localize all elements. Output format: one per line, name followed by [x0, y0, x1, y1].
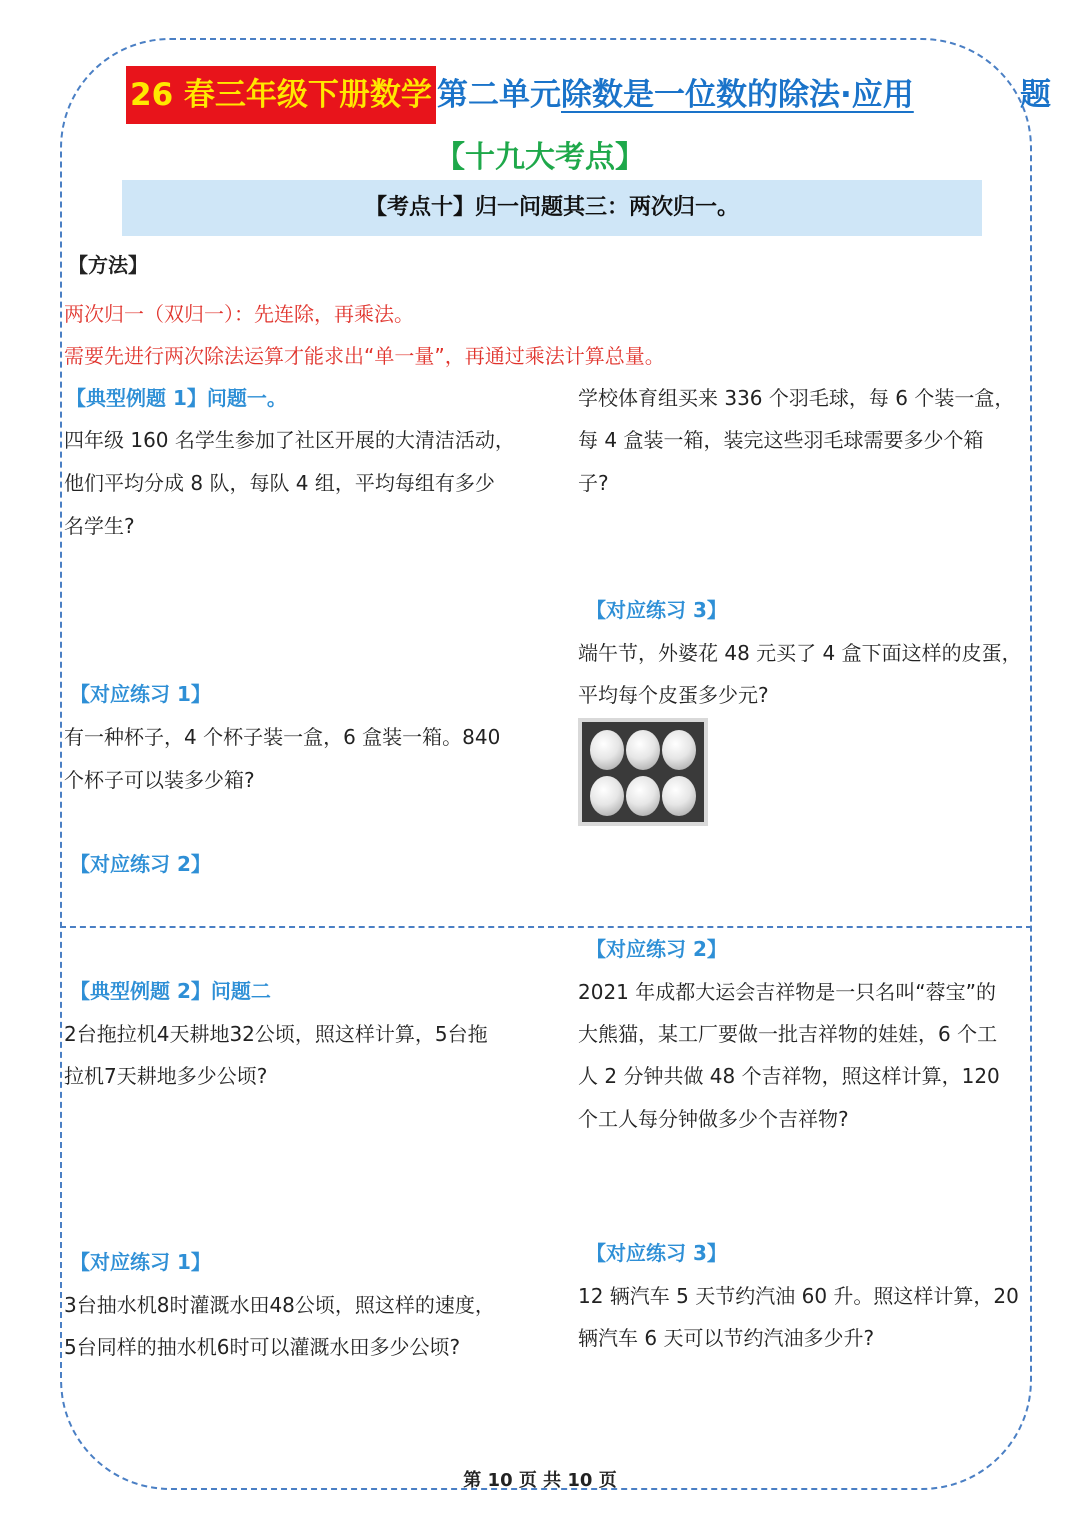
practice-2b-line: 个工人每分钟做多少个吉祥物?: [578, 1107, 849, 1131]
subtitle: 【十九大考点】: [435, 140, 645, 175]
title-unit-number: 第二单元: [437, 77, 561, 113]
egg: [626, 730, 660, 770]
practice-2b-line: 2021 年成都大运会吉祥物是一只名叫“蓉宝”的: [578, 980, 996, 1004]
practice-1-label: 【对应练习 1】: [70, 682, 211, 706]
egg: [590, 730, 624, 770]
egg: [662, 730, 696, 770]
right-problem-line: 子?: [578, 471, 609, 495]
practice-2-label: 【对应练习 2】: [70, 852, 211, 876]
practice-2b-label: 【对应练习 2】: [586, 937, 727, 961]
title-row: [0, 66, 1080, 126]
practice-3b-line: 辆汽车 6 天可以节约汽油多少升?: [578, 1326, 875, 1350]
practice-3-line: 平均每个皮蛋多少元?: [578, 683, 769, 707]
practice-1b-line: 3台抽水机8时灌溉水田48公顷，照这样的速度，: [64, 1293, 495, 1317]
example-1-line: 四年级 160 名学生参加了社区开展的大清洁活动，: [64, 428, 515, 452]
title-unit: [437, 66, 914, 124]
practice-2b-line: 大熊猫，某工厂要做一批吉祥物的娃娃，6 个工: [578, 1022, 998, 1046]
egg-carton-image: [578, 718, 708, 826]
example-2-line: 拉机7天耕地多少公顷?: [64, 1064, 268, 1088]
method-line-2: 需要先进行两次除法运算才能求出“单一量”，再通过乘法计算总量。: [64, 344, 665, 368]
example-2-line: 2台拖拉机4天耕地32公顷，照这样计算，5台拖: [64, 1022, 488, 1046]
practice-3-line: 端午节，外婆花 48 元买了 4 盒下面这样的皮蛋，: [578, 641, 1022, 665]
example-2-label: 【典型例题 2】问题二: [70, 979, 271, 1003]
method-heading: 【方法】: [68, 253, 148, 277]
practice-1b-label: 【对应练习 1】: [70, 1250, 211, 1274]
example-1-line: 名学生?: [64, 514, 135, 538]
practice-1b-line: 5台同样的抽水机6时可以灌溉水田多少公顷?: [64, 1335, 461, 1359]
example-1-label: 【典型例题 1】问题一。: [66, 386, 287, 410]
practice-3-label: 【对应练习 3】: [586, 598, 727, 622]
egg: [662, 776, 696, 816]
title-unit-topic: 除数是一位数的除法·应用: [561, 77, 914, 113]
method-line-1: 两次归一（双归一）：先连除，再乘法。: [64, 302, 414, 326]
title-grade: 26 春三年级下册数学: [126, 66, 436, 124]
topic-banner: 【考点十】归一问题其三：两次归一。: [122, 180, 982, 236]
practice-1-line: 个杯子可以装多少箱?: [64, 768, 255, 792]
practice-3b-label: 【对应练习 3】: [586, 1241, 727, 1265]
egg: [626, 776, 660, 816]
practice-2b-line: 人 2 分钟共做 48 个吉祥物，照这样计算，120: [578, 1064, 1000, 1088]
right-problem-line: 每 4 盒装一箱，装完这些羽毛球需要多少个箱: [578, 428, 984, 452]
section-divider: [60, 926, 1032, 928]
example-1-line: 他们平均分成 8 队，每队 4 组，平均每组有多少: [64, 471, 495, 495]
title-tail: 题: [1020, 77, 1051, 113]
page-number: 第 10 页 共 10 页: [463, 1470, 617, 1491]
right-problem-line: 学校体育组买来 336 个羽毛球，每 6 个装一盒，: [578, 386, 1015, 410]
egg: [590, 776, 624, 816]
practice-3b-line: 12 辆汽车 5 天节约汽油 60 升。照这样计算，20: [578, 1284, 1019, 1308]
practice-1-line: 有一种杯子，4 个杯子装一盒，6 盒装一箱。840: [64, 725, 501, 749]
